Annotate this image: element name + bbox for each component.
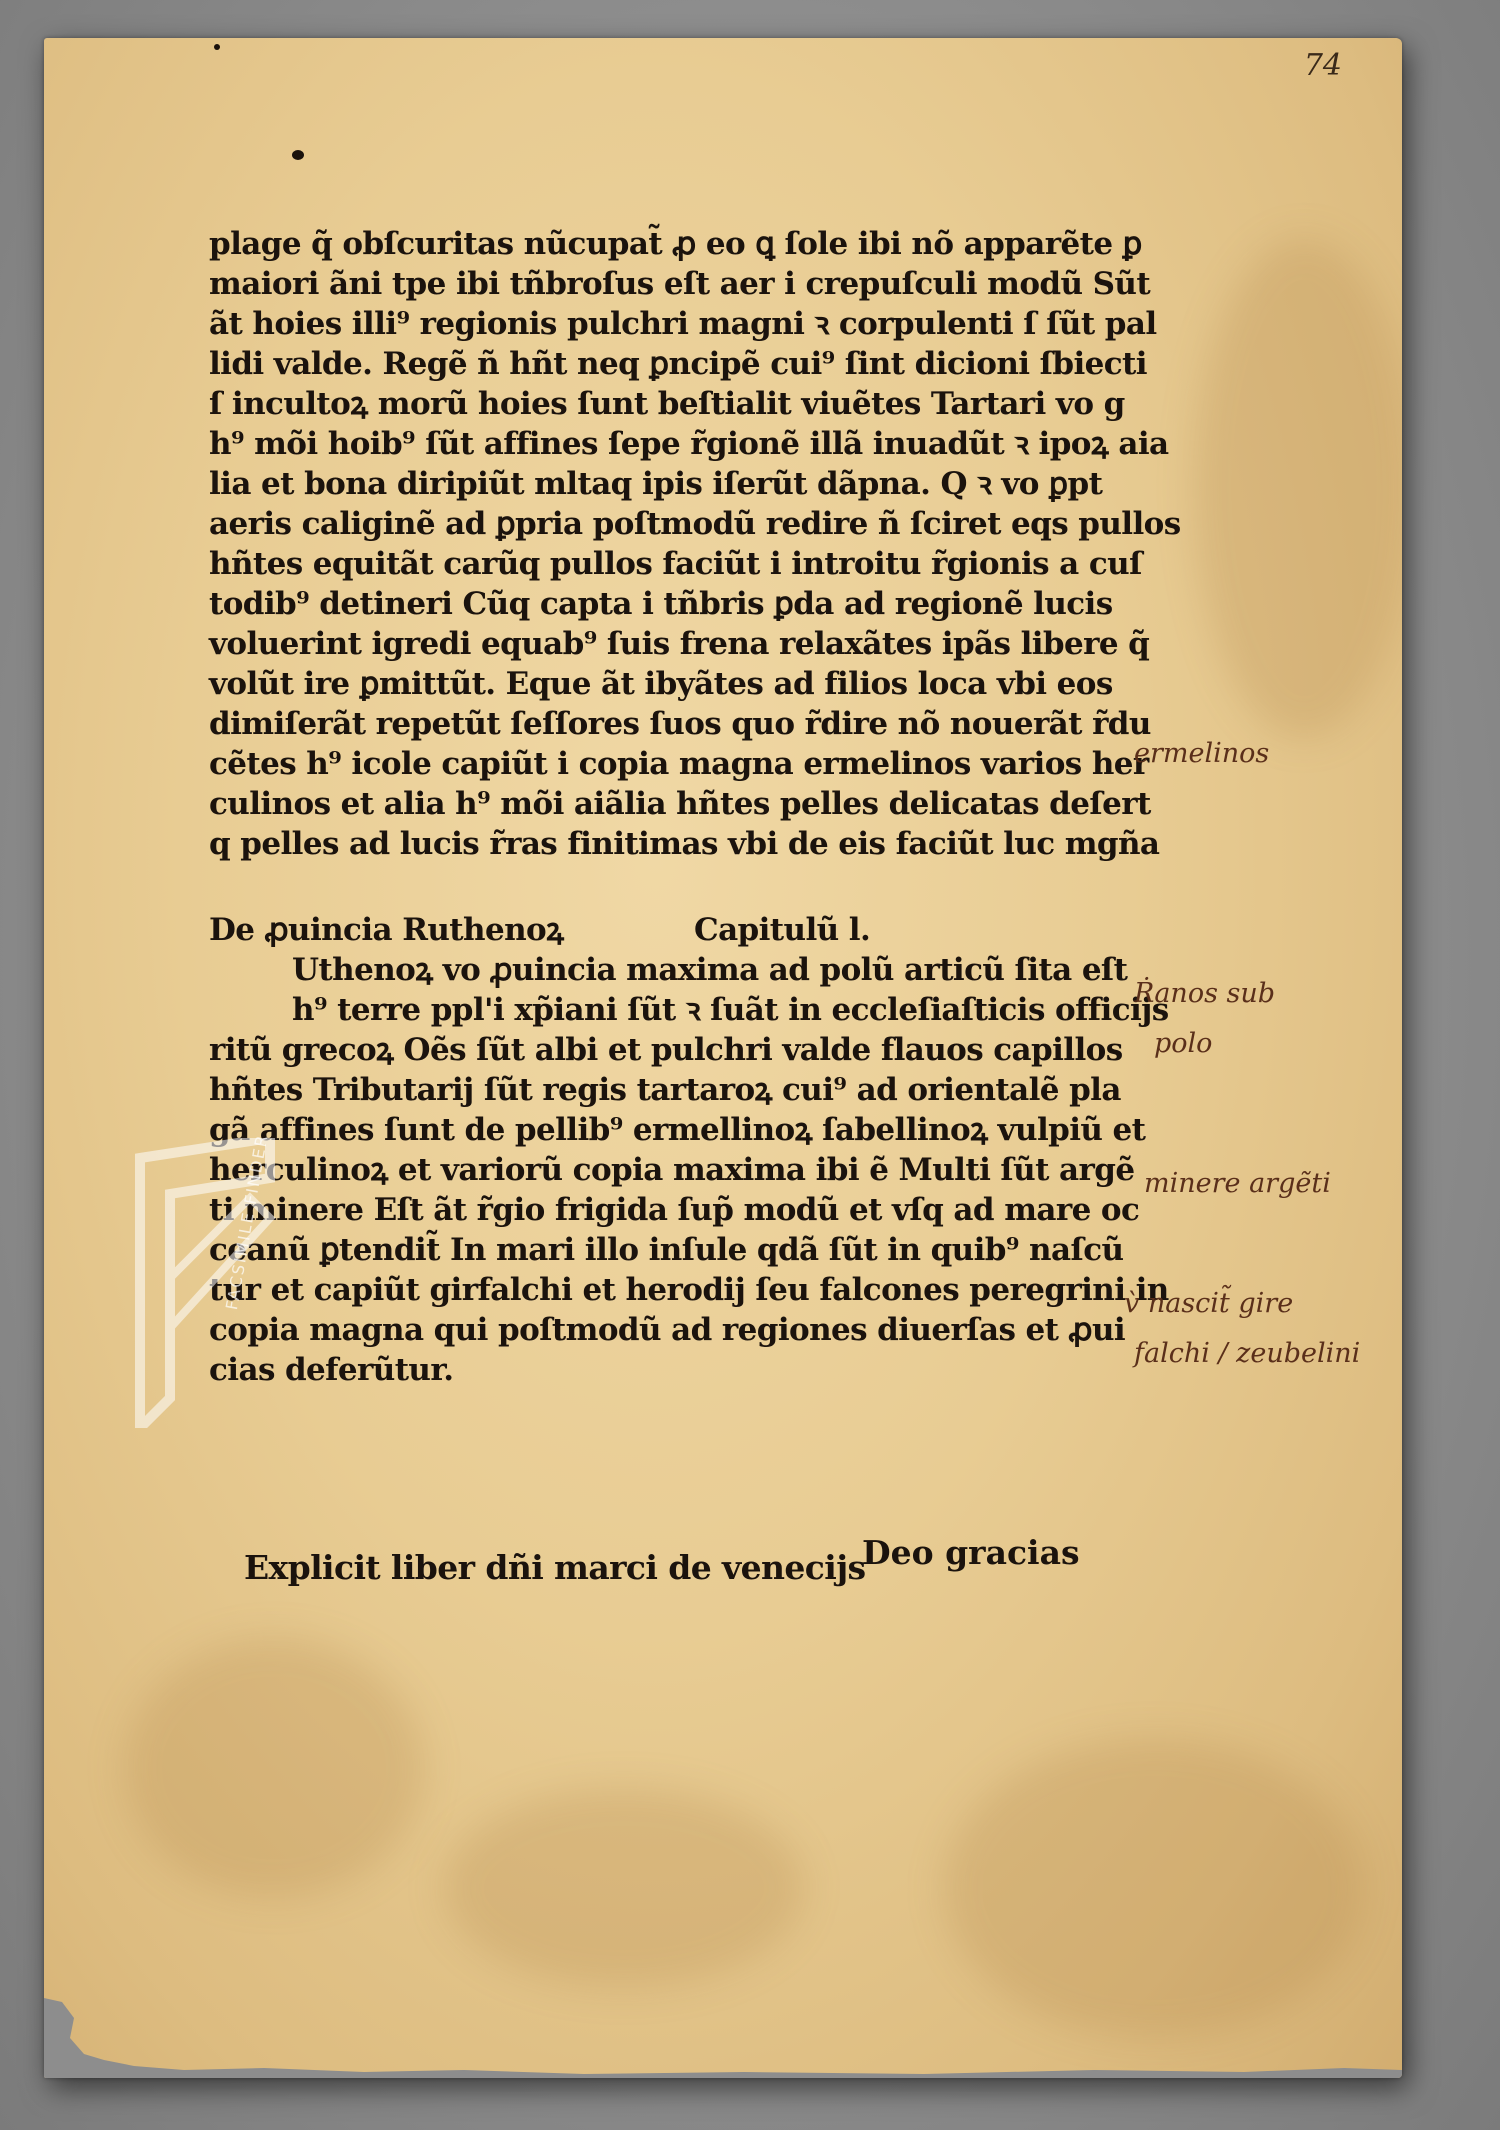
marginal-gloss: Ṙanos sub xyxy=(1134,978,1276,1009)
text-line: maiori ãni tpe ibi tñbroſus eſt aer i crepuſculi modũ Sũt xyxy=(209,266,1151,302)
ink-speck xyxy=(214,44,220,50)
text-line: q pelles ad lucis r̃ras finitimas vbi de eis faciũt luc mgña xyxy=(209,826,1160,862)
marginal-gloss: polo xyxy=(1154,1028,1213,1059)
folio-number: 74 xyxy=(1303,48,1342,83)
marginal-gloss: ermelinos xyxy=(1134,738,1270,769)
text-line: h⁹ mõi hoib⁹ ſũt affines ſepe r̃gionẽ illã inuadũt ꝛ ipoꝝ aia xyxy=(209,426,1169,462)
chapter-line: h⁹ terre ppl'i xp̃iani ſũt ꝛ ſuãt in eccleſiaſticis officijs xyxy=(292,992,1169,1028)
chapter-line: ceanũ ꝑtendit̃ In mari illo inſule qdã ſũt in quib⁹ naſcũ xyxy=(209,1232,1124,1268)
text-line: ãt hoies illi⁹ regionis pulchri magni ꝛ corpulenti ſ ſũt pal xyxy=(209,306,1157,342)
chapter-line: hñtes Tributarij ſũt regis tartaroꝝ cui⁹ ad orientalẽ pla xyxy=(209,1072,1121,1108)
text-line: volũt ire ꝑmittũt. Eque ãt ibyãtes ad filios loca vbi eos xyxy=(209,666,1113,702)
chapter-line: ritũ grecoꝝ Oẽs ſũt albi et pulchri valde flauos capillos xyxy=(209,1032,1123,1068)
text-line: todib⁹ detineri Cũq capta i tñbris ꝑda ad regionẽ lucis xyxy=(209,586,1113,622)
marginal-gloss: v̀ nascit̃ gire xyxy=(1124,1288,1294,1319)
marginal-gloss: minere argẽti xyxy=(1144,1168,1331,1199)
text-line: culinos et alia h⁹ mõi aiãlia hñtes pelles delicatas deſert xyxy=(209,786,1151,822)
text-line: hñtes equitãt carũq pullos faciũt i introitu r̃gionis a cuſ xyxy=(209,546,1142,582)
text-line: cẽtes h⁹ icole capiũt i copia magna ermelinos varios her xyxy=(209,746,1149,782)
chapter-line: Uthenoꝝ vo ꝓuincia maxima ad polũ articũ ſita eſt xyxy=(292,952,1128,988)
text-line: aeris caliginẽ ad ꝑpria poſtmodũ redire ñ ſciret eqs pullos xyxy=(209,506,1181,542)
closing-line: Deo gracias xyxy=(862,1533,1080,1572)
text-line: lidi valde. Regẽ ñ hñt neq ꝑncipẽ cui⁹ ſint dicioni ſbiecti xyxy=(209,346,1147,382)
text-line: plage q̃ obſcuritas nũcupat̃ ꝓ eo ꝗ ſole ibi nõ apparẽte ꝑ xyxy=(209,226,1142,262)
watermark-text: FACSIMILE FINDER xyxy=(222,1132,272,1312)
chapter-line: copia magna qui poſtmodũ ad regiones diuerſas et ꝓui xyxy=(209,1312,1126,1348)
chapter-line: gã affines ſunt de pellib⁹ ermellinoꝝ ſabellinoꝝ vulpiũ et xyxy=(209,1112,1146,1148)
explicit-line: Explicit liber dñi marci de venecijs xyxy=(244,1548,866,1587)
ink-speck xyxy=(292,150,304,160)
chapter-line: ti minere Eſt ãt r̃gio frigida ſup̃ modũ et vſq ad mare oc xyxy=(209,1192,1140,1228)
chapter-number: Capitulũ l. xyxy=(694,912,871,948)
chapter-line: tur et capiũt girfalchi et herodij ſeu falcones peregrini in xyxy=(209,1272,1169,1308)
text-line: voluerint igredi equab⁹ ſuis frena relaxãtes ipãs libere q̃ xyxy=(209,626,1150,662)
manuscript-page xyxy=(44,38,1402,2078)
text-line: lia et bona diripiũt mltaq ipis iſerũt dãpna. Q ꝛ vo ꝑpt xyxy=(209,466,1103,502)
torn-edge xyxy=(44,1958,1402,2078)
chapter-heading: De ꝓuincia Ruthenoꝝ xyxy=(209,912,564,948)
chapter-line: cias deferũtur. xyxy=(209,1352,454,1388)
text-line: dimiſerãt repetũt ſeſſores ſuos quo r̃dire nõ nouerãt r̃du xyxy=(209,706,1151,742)
text-line: ſ incultoꝝ morũ hoies ſunt beſtialit viuẽtes Tartari vo g xyxy=(209,386,1125,422)
chapter-line: herculinoꝝ et variorũ copia maxima ibi ẽ Multi ſũt argẽ xyxy=(209,1152,1135,1188)
marginal-gloss: falchi / zeubelini xyxy=(1134,1338,1361,1369)
